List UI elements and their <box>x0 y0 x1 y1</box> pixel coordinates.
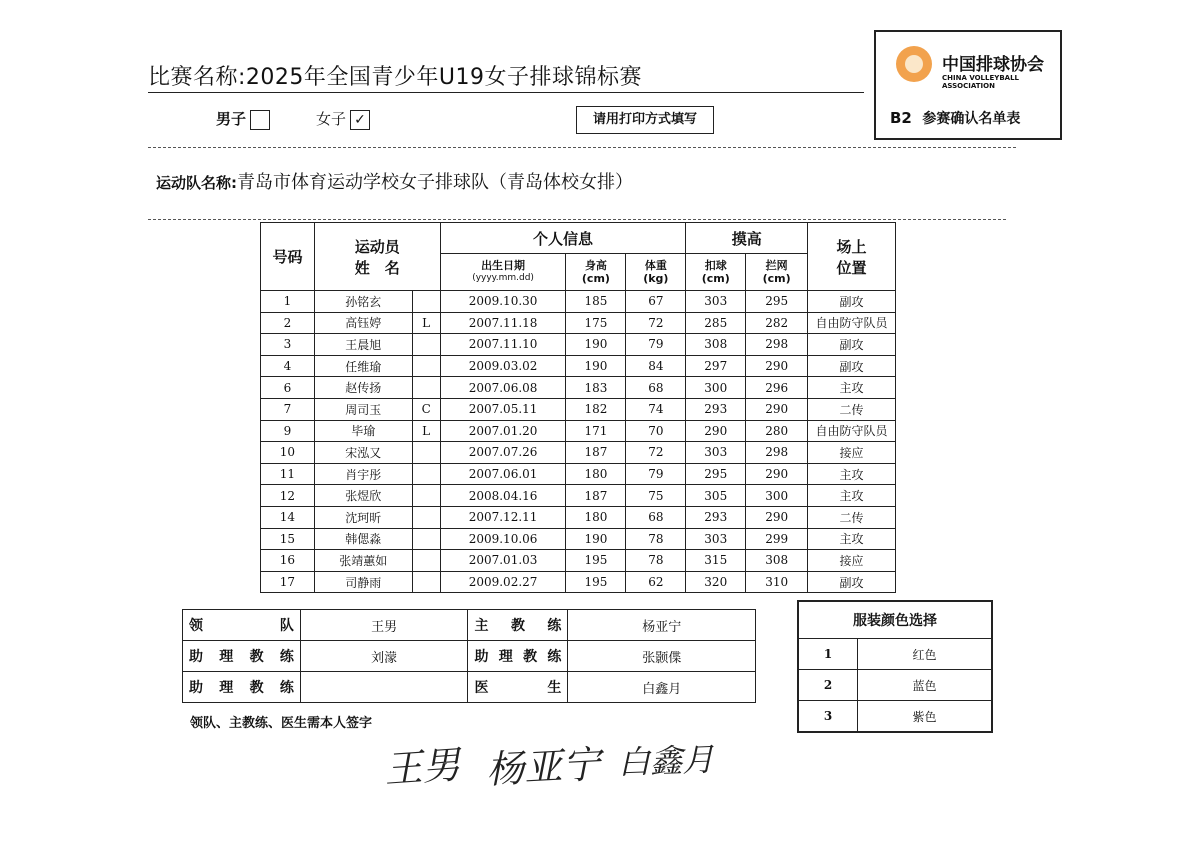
cell-no: 9 <box>261 420 315 442</box>
cell-name: 韩偲淼 <box>314 528 412 550</box>
head-coach-label-c: 练 <box>547 618 562 634</box>
header-block-label: 拦网 <box>765 259 788 272</box>
header-birth-format: (yyyy.mm.dd) <box>472 273 534 283</box>
cell-name: 沈珂昕 <box>314 506 412 528</box>
cell-block: 298 <box>746 334 808 356</box>
uniform-color: 红色 <box>858 639 993 670</box>
table-row <box>261 571 896 593</box>
header-spike-unit: (cm) <box>701 272 730 285</box>
competition-label: 比赛名称: <box>148 65 246 90</box>
uniform-number: 3 <box>798 701 858 733</box>
leader-label-a: 领 <box>189 618 203 634</box>
staff-row <box>183 641 756 672</box>
cell-weight: 70 <box>626 420 686 442</box>
cell-height: 180 <box>566 506 626 528</box>
doctor-label <box>474 677 561 697</box>
cell-birth: 2007.01.20 <box>440 420 566 442</box>
doctor-value: 白鑫月 <box>568 672 756 703</box>
cell-weight: 79 <box>626 334 686 356</box>
cell-height: 185 <box>566 291 626 313</box>
asst2-label-a: 助 <box>474 649 489 665</box>
table-row <box>261 485 896 507</box>
asst3-label <box>189 677 294 697</box>
cell-height: 187 <box>566 485 626 507</box>
cell-birth: 2007.11.10 <box>440 334 566 356</box>
cell-role <box>412 528 440 550</box>
cell-birth: 2007.07.26 <box>440 442 566 464</box>
female-label: 女子 <box>316 110 347 128</box>
leader-label-b: 队 <box>279 618 294 634</box>
cell-name: 赵传扬 <box>314 377 412 399</box>
cell-role <box>412 334 440 356</box>
cell-height: 190 <box>566 355 626 377</box>
uniform-number: 1 <box>798 639 858 670</box>
cell-weight: 62 <box>626 571 686 593</box>
uniform-option <box>798 639 992 670</box>
cell-no: 6 <box>261 377 315 399</box>
head-coach-label-cell <box>468 610 568 641</box>
asst2-label-cell <box>468 641 568 672</box>
table-row <box>261 442 896 464</box>
asst1-label-a: 助 <box>189 649 203 665</box>
cell-weight: 67 <box>626 291 686 313</box>
header-weight-label: 体重 <box>644 259 667 272</box>
cell-weight: 84 <box>626 355 686 377</box>
cell-pos: 主攻 <box>808 463 896 485</box>
asst1-label-d: 练 <box>279 649 294 665</box>
cell-no: 2 <box>261 312 315 334</box>
header-position-top: 场上 <box>836 237 867 256</box>
competition-line <box>148 60 642 91</box>
doctor-label-b: 生 <box>547 680 562 696</box>
cell-spike: 303 <box>686 528 746 550</box>
cell-spike: 303 <box>686 291 746 313</box>
cell-name: 肖宇彤 <box>314 463 412 485</box>
table-row <box>261 355 896 377</box>
table-row <box>261 550 896 572</box>
cell-spike: 308 <box>686 334 746 356</box>
cell-block: 290 <box>746 355 808 377</box>
asst2-label <box>474 646 561 666</box>
uniform-color: 紫色 <box>858 701 993 733</box>
cell-no: 4 <box>261 355 315 377</box>
cell-name: 任维瑜 <box>314 355 412 377</box>
asst3-label-c: 教 <box>249 680 264 696</box>
leader-label <box>189 615 294 635</box>
cell-pos: 自由防守队员 <box>808 420 896 442</box>
header-weight-unit: (kg) <box>643 272 669 285</box>
cell-birth: 2007.12.11 <box>440 506 566 528</box>
cell-role: C <box>412 398 440 420</box>
asst3-label-b: 理 <box>219 680 234 696</box>
asst1-label <box>189 646 294 666</box>
header-height <box>566 254 626 291</box>
cell-no: 10 <box>261 442 315 464</box>
cell-birth: 2007.11.18 <box>440 312 566 334</box>
cell-height: 195 <box>566 571 626 593</box>
cell-weight: 79 <box>626 463 686 485</box>
team-name: 青岛市体育运动学校女子排球队（青岛体校女排） <box>237 172 633 193</box>
cell-name: 宋泓又 <box>314 442 412 464</box>
header-height-unit: (cm) <box>581 272 610 285</box>
cell-spike: 290 <box>686 420 746 442</box>
cell-block: 282 <box>746 312 808 334</box>
doctor-signature: 白鑫月 <box>617 740 715 782</box>
cell-block: 308 <box>746 550 808 572</box>
asst1-value: 刘濛 <box>300 641 468 672</box>
cell-spike: 320 <box>686 571 746 593</box>
cell-birth: 2009.10.06 <box>440 528 566 550</box>
cell-role <box>412 377 440 399</box>
asst1-label-c: 教 <box>249 649 264 665</box>
cell-block: 290 <box>746 463 808 485</box>
staff-row <box>183 610 756 641</box>
table-row <box>261 377 896 399</box>
cell-pos: 主攻 <box>808 377 896 399</box>
uniform-color-table <box>797 600 993 733</box>
cell-height: 190 <box>566 334 626 356</box>
cell-birth: 2009.03.02 <box>440 355 566 377</box>
cell-role <box>412 463 440 485</box>
logo-english-text: CHINA VOLLEYBALL ASSOCIATION <box>942 74 1020 90</box>
competition-underline <box>148 92 864 93</box>
cell-weight: 72 <box>626 312 686 334</box>
table-row <box>261 528 896 550</box>
doctor-label-cell <box>468 672 568 703</box>
cell-name: 司静雨 <box>314 571 412 593</box>
table-row <box>261 291 896 313</box>
cell-no: 3 <box>261 334 315 356</box>
cell-block: 296 <box>746 377 808 399</box>
cell-pos: 主攻 <box>808 528 896 550</box>
cell-name: 高钰婷 <box>314 312 412 334</box>
cell-spike: 295 <box>686 463 746 485</box>
cell-weight: 68 <box>626 377 686 399</box>
uniform-title: 服装颜色选择 <box>798 601 992 639</box>
cell-pos: 接应 <box>808 550 896 572</box>
asst1-label-b: 理 <box>219 649 234 665</box>
cell-pos: 副攻 <box>808 334 896 356</box>
cell-birth: 2007.01.03 <box>440 550 566 572</box>
male-option[interactable] <box>216 108 270 130</box>
cell-no: 14 <box>261 506 315 528</box>
cell-role <box>412 291 440 313</box>
table-row <box>261 398 896 420</box>
header-athlete-bottom: 姓 名 <box>354 258 400 277</box>
form-code: B2 <box>890 109 912 127</box>
header-block-unit: (cm) <box>762 272 791 285</box>
male-checkbox[interactable] <box>250 110 270 130</box>
print-note: 请用打印方式填写 <box>576 106 714 134</box>
cell-role <box>412 550 440 572</box>
cell-role <box>412 506 440 528</box>
cell-pos: 副攻 <box>808 571 896 593</box>
divider-top <box>148 147 1016 148</box>
header-athlete <box>314 223 440 291</box>
table-row <box>261 506 896 528</box>
female-option[interactable] <box>316 108 370 130</box>
cell-pos: 自由防守队员 <box>808 312 896 334</box>
form-title-text: 参赛确认名单表 <box>922 111 1021 127</box>
cell-spike: 293 <box>686 506 746 528</box>
header-block <box>746 254 808 291</box>
cell-spike: 305 <box>686 485 746 507</box>
roster-table <box>260 222 896 593</box>
header-position <box>808 223 896 291</box>
cell-name: 王晨旭 <box>314 334 412 356</box>
cell-height: 171 <box>566 420 626 442</box>
uniform-number: 2 <box>798 670 858 701</box>
cell-role <box>412 442 440 464</box>
cell-height: 187 <box>566 442 626 464</box>
cell-weight: 72 <box>626 442 686 464</box>
cell-no: 12 <box>261 485 315 507</box>
asst1-label-cell <box>183 641 301 672</box>
cell-height: 190 <box>566 528 626 550</box>
header-birth-label: 出生日期 <box>481 259 526 272</box>
female-checkbox[interactable]: ✓ <box>350 110 370 130</box>
cell-pos: 二传 <box>808 398 896 420</box>
cell-spike: 315 <box>686 550 746 572</box>
asst3-label-d: 练 <box>279 680 294 696</box>
cell-weight: 75 <box>626 485 686 507</box>
table-row <box>261 312 896 334</box>
cell-height: 195 <box>566 550 626 572</box>
cell-weight: 74 <box>626 398 686 420</box>
header-birth <box>440 254 566 291</box>
leader-label-cell <box>183 610 301 641</box>
cell-spike: 297 <box>686 355 746 377</box>
cell-role: L <box>412 312 440 334</box>
cell-pos: 副攻 <box>808 355 896 377</box>
header-position-bottom: 位置 <box>836 258 867 277</box>
cell-birth: 2007.06.01 <box>440 463 566 485</box>
cell-name: 毕瑜 <box>314 420 412 442</box>
header-spike <box>686 254 746 291</box>
cell-pos: 二传 <box>808 506 896 528</box>
cell-name: 孙铭玄 <box>314 291 412 313</box>
table-row <box>261 420 896 442</box>
cell-birth: 2009.02.27 <box>440 571 566 593</box>
volleyball-logo-icon <box>896 46 932 82</box>
cell-role <box>412 355 440 377</box>
cell-spike: 303 <box>686 442 746 464</box>
head-coach-signature: 杨亚宁 <box>485 742 602 792</box>
cell-role: L <box>412 420 440 442</box>
asst2-label-d: 练 <box>547 649 562 665</box>
cell-name: 张煜欣 <box>314 485 412 507</box>
staff-table <box>182 609 756 703</box>
team-label: 运动队名称: <box>156 174 237 192</box>
cell-birth: 2009.10.30 <box>440 291 566 313</box>
cell-name: 周司玉 <box>314 398 412 420</box>
staff-row <box>183 672 756 703</box>
logo-chinese-text: 中国排球协会 <box>942 55 1044 75</box>
form-title <box>890 108 1020 128</box>
cell-height: 175 <box>566 312 626 334</box>
cell-block: 280 <box>746 420 808 442</box>
cell-block: 290 <box>746 398 808 420</box>
cell-block: 295 <box>746 291 808 313</box>
cell-spike: 293 <box>686 398 746 420</box>
asst2-label-b: 理 <box>498 649 513 665</box>
cell-block: 298 <box>746 442 808 464</box>
uniform-option <box>798 701 992 733</box>
head-coach-label <box>474 615 561 635</box>
header-spike-label: 扣球 <box>704 259 727 272</box>
cell-block: 310 <box>746 571 808 593</box>
cell-height: 180 <box>566 463 626 485</box>
asst2-label-c: 教 <box>523 649 538 665</box>
cell-role <box>412 485 440 507</box>
cell-spike: 300 <box>686 377 746 399</box>
head-coach-label-b: 教 <box>510 618 525 634</box>
cell-role <box>412 571 440 593</box>
association-logo-box <box>874 30 1062 140</box>
doctor-label-a: 医 <box>474 680 489 696</box>
cell-no: 15 <box>261 528 315 550</box>
header-weight <box>626 254 686 291</box>
cell-no: 1 <box>261 291 315 313</box>
asst3-label-cell <box>183 672 301 703</box>
header-athlete-top: 运动员 <box>354 237 400 256</box>
cell-weight: 78 <box>626 550 686 572</box>
uniform-option <box>798 670 992 701</box>
divider-bottom <box>148 219 1006 220</box>
cell-spike: 285 <box>686 312 746 334</box>
cell-weight: 78 <box>626 528 686 550</box>
header-number: 号码 <box>261 223 315 291</box>
cell-no: 16 <box>261 550 315 572</box>
cell-block: 300 <box>746 485 808 507</box>
head-coach-value: 杨亚宁 <box>568 610 756 641</box>
cell-name: 张靖蕙如 <box>314 550 412 572</box>
cell-pos: 副攻 <box>808 291 896 313</box>
cell-birth: 2007.05.11 <box>440 398 566 420</box>
cell-block: 290 <box>746 506 808 528</box>
cell-no: 17 <box>261 571 315 593</box>
leader-signature: 王男 <box>382 742 462 792</box>
table-row <box>261 334 896 356</box>
asst3-label-a: 助 <box>189 680 203 696</box>
cell-birth: 2008.04.16 <box>440 485 566 507</box>
cell-pos: 接应 <box>808 442 896 464</box>
male-label: 男子 <box>216 110 247 128</box>
cell-block: 299 <box>746 528 808 550</box>
competition-name: 2025年全国青少年U19女子排球锦标赛 <box>245 65 643 90</box>
signature-note: 领队、主教练、医生需本人签字 <box>190 716 373 731</box>
header-reach: 摸高 <box>686 223 808 254</box>
asst2-value: 张颢偞 <box>568 641 756 672</box>
cell-weight: 68 <box>626 506 686 528</box>
uniform-color: 蓝色 <box>858 670 993 701</box>
roster-body <box>261 291 896 593</box>
cell-birth: 2007.06.08 <box>440 377 566 399</box>
asst3-value <box>300 672 468 703</box>
header-height-label: 身高 <box>584 259 607 272</box>
leader-value: 王男 <box>300 610 468 641</box>
cell-pos: 主攻 <box>808 485 896 507</box>
cell-height: 182 <box>566 398 626 420</box>
cell-height: 183 <box>566 377 626 399</box>
cell-no: 7 <box>261 398 315 420</box>
head-coach-label-a: 主 <box>474 618 489 634</box>
team-line <box>156 168 633 194</box>
table-row <box>261 463 896 485</box>
header-personal: 个人信息 <box>440 223 686 254</box>
cell-no: 11 <box>261 463 315 485</box>
